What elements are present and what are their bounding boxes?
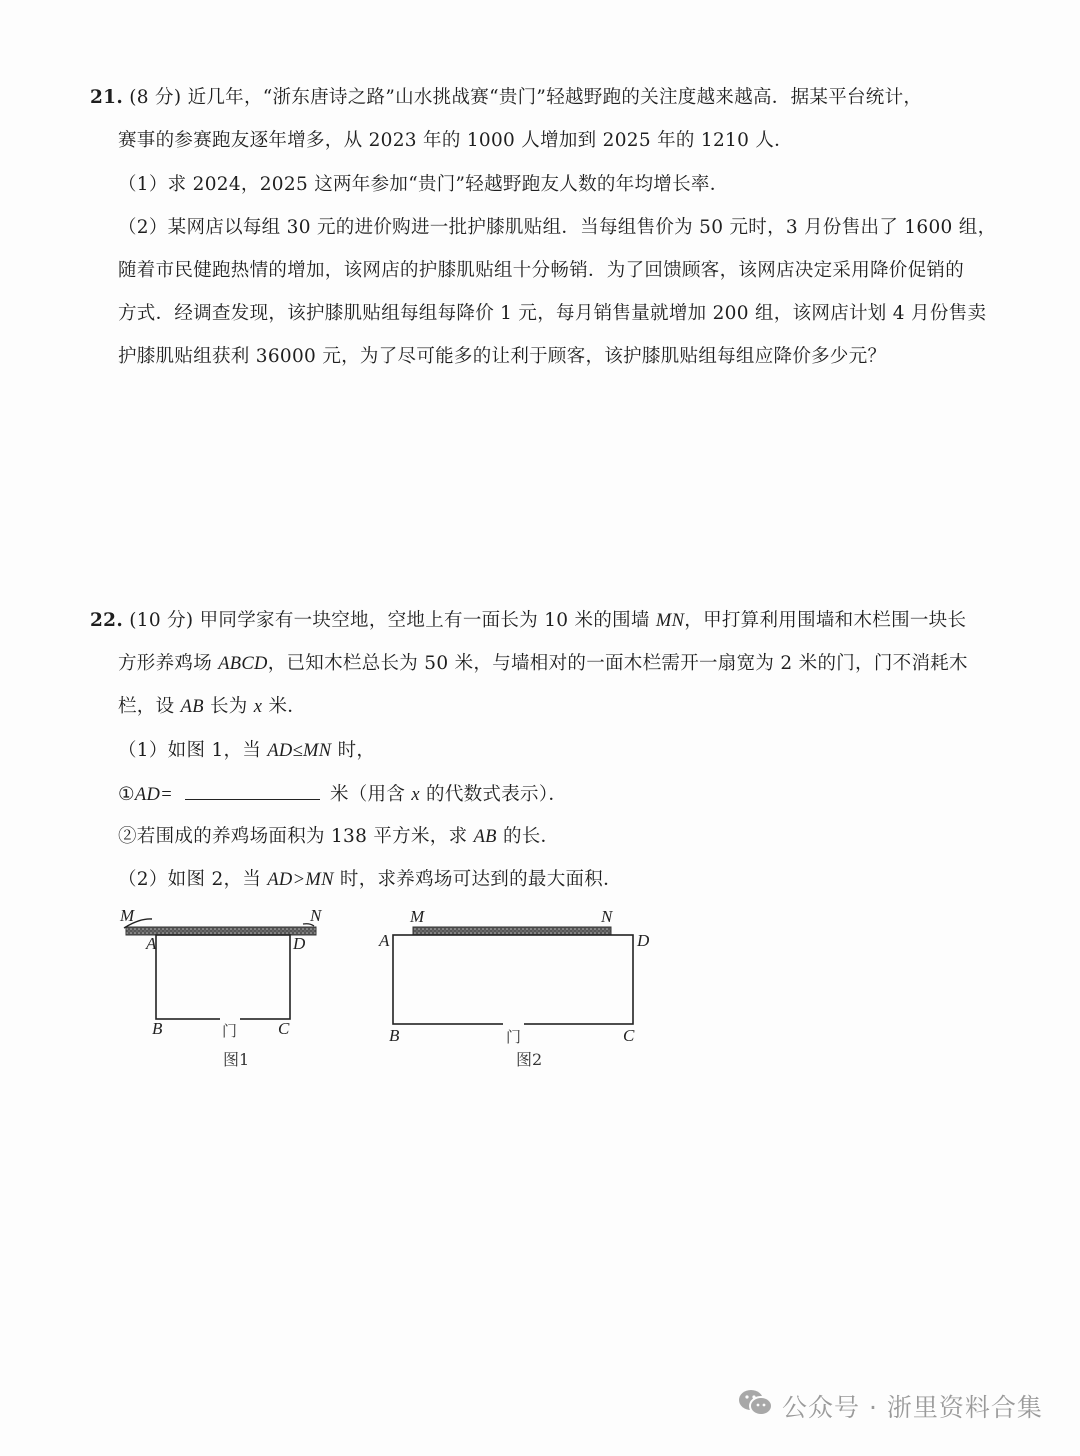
watermark-text: 公众号 · 浙里资料合集 [782,1393,1043,1422]
label-a: A [146,934,157,953]
label-m: M [120,906,135,925]
math-condition: AD>MN [267,870,334,890]
q22-text: 米． [262,696,307,717]
label-m: M [410,907,425,926]
math-ab: AB [473,827,497,847]
label-door: 门 [506,1028,522,1046]
q22-sub2 [118,824,559,850]
label-n: N [601,907,613,926]
label-a: A [379,931,390,950]
math-ad: AD= [134,785,173,805]
q22-text: 时，求养鸡场可达到的最大面积． [333,869,622,890]
math-abcd: ABCD [218,654,268,674]
q22-text: 甲同学家有一块空地，空地上有一面长为 10 米的围墙 [199,610,656,631]
q22-text: 方形养鸡场 [118,653,219,674]
math-condition: AD≤MN [267,741,332,761]
q22-line1 [90,608,966,634]
wall-mn [413,927,611,935]
watermark [738,1388,1043,1424]
math-mn: MN [655,611,685,631]
label-door: 门 [222,1022,238,1040]
q22-part1 [118,738,375,764]
figure-1 [110,900,350,1084]
math-x: x [253,697,263,717]
label-c: C [623,1026,635,1045]
q21-part2-line2: 随着市民健跑热情的增加，该网店的护膝肌贴组十分畅销．为了回馈顾客，该网店决定采用降价促销的 [118,260,965,281]
figure-2 [370,900,660,1084]
q22-text: 栏，设 [118,696,181,717]
q22-text: 的代数式表示）． [419,784,568,805]
circled-number: ① [118,784,135,805]
q21-part2-line1: （2）某网店以每组 30 元的进价购进一批护膝肌贴组．当每组售价为 50 元时，3 月份售出了 1600 组， [118,217,997,238]
q21-part2-line4: 护膝肌贴组获利 36000 元，为了尽可能多的让利于顾客，该护膝肌贴组每组应降价多少元？ [118,346,887,367]
q22-number: 22. [90,610,124,631]
answer-blank[interactable] [185,781,320,800]
label-b: B [152,1019,163,1038]
label-c: C [278,1019,290,1038]
q22-text: ，甲打算利用围墙和木栏围一块长 [684,610,967,631]
q21-line2: 赛事的参赛跑友逐年增多，从 2023 年的 1000 人增加到 2025 年的 1210 人． [118,130,793,151]
q22-part2 [118,867,622,893]
rectangle-abcd [156,935,290,1019]
q22-sub1 [118,781,567,808]
q22-text: （2）如图 2，当 [118,869,268,890]
q22-text: （1）如图 1，当 [118,740,268,761]
q22-text: ②若围成的养鸡场面积为 138 平方米，求 [118,826,474,847]
q22-text: ，已知木栏总长为 50 米，与墙相对的一面木栏需开一扇宽为 2 米的门，门不消耗木 [267,653,968,674]
label-d: D [293,934,306,953]
label-n: N [310,906,322,925]
q21-score: (8 分) [129,87,182,108]
q21-line1 [90,85,922,111]
figure-2-caption: 图2 [516,1050,543,1069]
label-d: D [637,931,650,950]
q21-part2-line3: 方式．经调查发现，该护膝肌贴组每组每降价 1 元，每月销售量就增加 200 组，该网店计划 4 月份售卖 [118,303,987,324]
q22-score: (10 分) [129,610,194,631]
q21-part1: （1）求 2024，2025 这两年参加“贵门”轻越野跑友人数的年均增长率． [118,174,729,195]
q22-line2 [118,651,968,677]
q21-stem-line1: 近几年，“浙东唐诗之路”山水挑战赛“贵门”轻越野跑的关注度越来越高．据某平台统计， [187,87,923,108]
q22-line3 [118,694,306,720]
q22-text: 的长． [496,826,560,847]
figure-1-caption: 图1 [223,1050,250,1069]
wechat-icon [738,1388,774,1424]
q22-text: 时， [331,740,376,761]
math-ab: AB [180,697,204,717]
rectangle-abcd [393,935,633,1024]
q21-number: 21. [90,87,124,108]
label-b: B [389,1026,400,1045]
math-x: x [411,785,420,805]
q22-text: 长为 [203,696,254,717]
q22-text: 米（用含 [329,784,412,805]
